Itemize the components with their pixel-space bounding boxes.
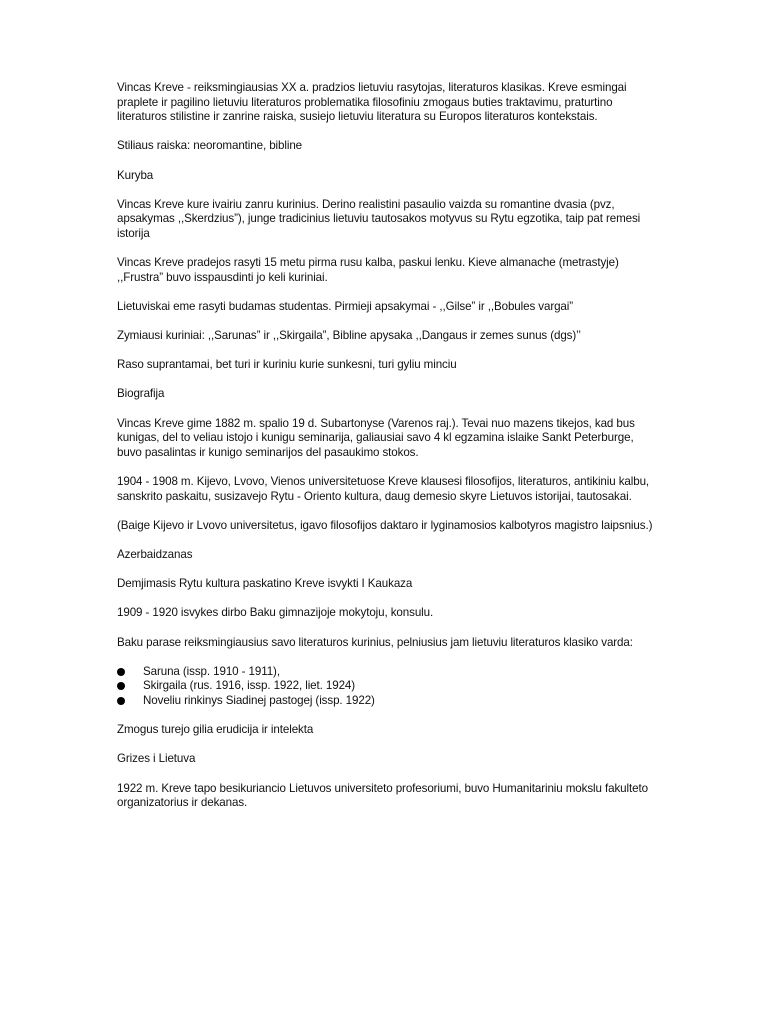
list-item-text: Skirgaila (rus. 1916, issp. 1922, liet. 1924) bbox=[143, 679, 356, 693]
paragraph: 1909 - 1920 isvykes dirbo Baku gimnazijoje mokytoju, konsulu. bbox=[117, 606, 434, 620]
paragraph: Demjimasis Rytu kultura paskatino Kreve isvykti I Kaukaza bbox=[117, 577, 413, 591]
bullet-icon bbox=[117, 682, 125, 690]
list-item bbox=[117, 694, 657, 709]
paragraph: Zmogus turejo gilia erudicija ir intelekta bbox=[117, 723, 314, 737]
paragraph: Raso suprantamai, bet turi ir kuriniu kurie sunkesni, turi gyliu minciu bbox=[117, 358, 457, 372]
bullet-icon bbox=[117, 697, 125, 705]
paragraph: Zymiausi kuriniai: ,,Sarunas” ir ,,Skirgaila”, Bibline apysaka ,,Dangaus ir zemes sunus (dgs)’’ bbox=[117, 329, 581, 343]
section-heading-azerbaidzanas: Azerbaidzanas bbox=[117, 548, 193, 561]
section-heading-kuryba: Kuryba bbox=[117, 168, 154, 182]
bullet-icon bbox=[117, 668, 125, 676]
section-heading-biografija: Biografija bbox=[117, 387, 165, 401]
list-item bbox=[117, 665, 657, 680]
section-heading-grizes: Grizes i Lietuva bbox=[117, 752, 196, 766]
document-page bbox=[117, 81, 657, 825]
list-item bbox=[117, 679, 657, 694]
intro-paragraph: Vincas Kreve - reiksmingiausias XX a. pradzios lietuviu rasytojas, literaturos klasikas. Kreve esmingai praplete ir pagilino lietuviu literaturos problematika filosofiniu zmogaus buties traktavimu, praturtino literaturos stilistine ir zanrine raiska, susiejo lietuviu literatura su Europos literaturos kontekstais. bbox=[117, 81, 627, 124]
paragraph: Baku parase reiksmingiausius savo literaturos kurinius, pelniusius jam lietuviu literaturos klasiko varda: bbox=[117, 635, 633, 649]
list-item-text: Noveliu rinkinys Siadinej pastogej (issp. 1922) bbox=[143, 693, 375, 707]
paragraph: 1922 m. Kreve tapo besikuriancio Lietuvos universiteto profesoriumi, buvo Humanitariniu mokslu fakulteto organizatorius ir dekanas. bbox=[117, 781, 648, 810]
paragraph: Vincas Kreve kure ivairiu zanru kurinius. Derino realistini pasaulio vaizda su romantine dvasia (pvz, apsakymas ,,Skerdzius”), junge tradicinius lietuviu tautosakos motyvus su Rytu egzotika, taip pat remesi istorija bbox=[117, 197, 641, 240]
paragraph: Vincas Kreve pradejos rasyti 15 metu pirma rusu kalba, paskui lenku. Kieve almanache (metrastyje) ,,Frustra” buvo isspausdinti jo keli kuriniai. bbox=[117, 256, 619, 284]
paragraph: (Baige Kijevo ir Lvovo universitetus, igavo filosofijos daktaro ir lyginamosios kalbotyros magistro laipsnius.) bbox=[117, 518, 653, 532]
paragraph: Vincas Kreve gime 1882 m. spalio 19 d. Subartonyse (Varenos raj.). Tevai nuo mazens tikejos, kad bus kunigas, del to veliau istojo i kunigu seminarija, galiausiai savo 4 kl egzamina islaike Sankt Peterburge, buvo pasalintas ir kunigo seminarijos del pasaukimo stokos. bbox=[117, 416, 635, 459]
works-list bbox=[117, 665, 657, 709]
paragraph: Lietuviskai eme rasyti budamas studentas. Pirmieji apsakymai - ,,Gilse” ir ,,Bobules vargai” bbox=[117, 299, 574, 313]
paragraph: 1904 - 1908 m. Kijevo, Lvovo, Vienos universitetuose Kreve klausesi filosofijos, literaturos, antikiniu kalbu, sanskrito paskaitu, susizavejo Rytu - Oriento kultura, daug demesio skyre Lietuvos istorijai, tautosakai. bbox=[117, 475, 650, 503]
style-line: Stiliaus raiska: neoromantine, bibline bbox=[117, 139, 303, 153]
list-item-text: Saruna (issp. 1910 - 1911), bbox=[143, 664, 280, 678]
